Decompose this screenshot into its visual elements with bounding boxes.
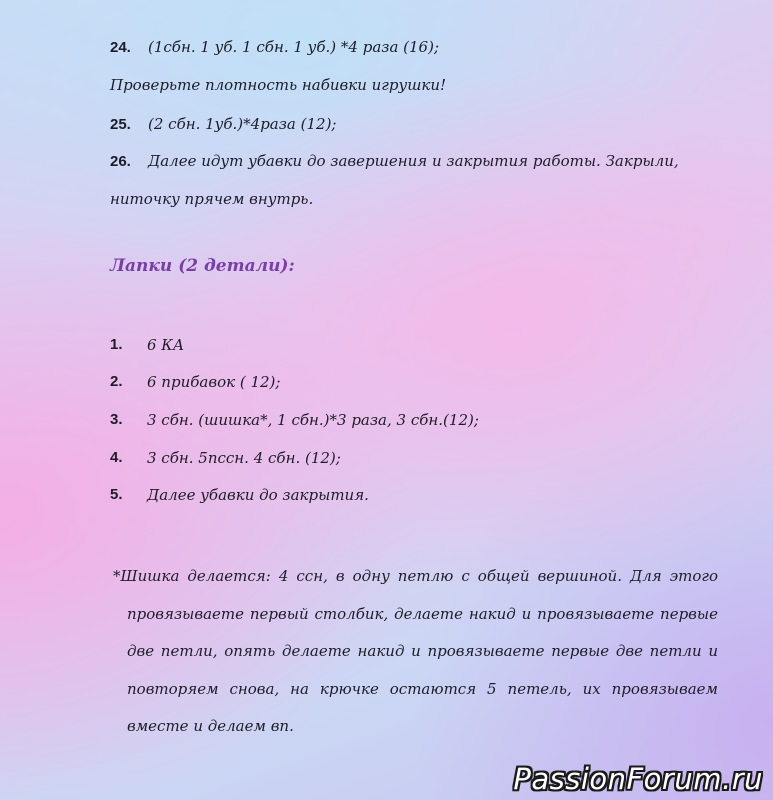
note-text: Проверьте плотность набивки игрушки! (110, 76, 447, 94)
step-text: 3 сбн. (шишка*, 1 сбн.)*3 раза, 3 сбн.(12); (147, 411, 479, 429)
step-number: 2. (110, 373, 123, 390)
step-26 (110, 152, 679, 170)
step-number: 4. (110, 449, 123, 466)
step-number: 5. (110, 486, 123, 503)
step-number: 25. (110, 116, 131, 133)
step-text: ниточку прячем внутрь. (110, 190, 314, 208)
step-text: (1сбн. 1 уб. 1 сбн. 1 уб.) *4 раза (16); (148, 38, 440, 56)
footnote-text: *Шишка делается: 4 ссн, в одну петлю с общей вершиной. Для этого провязываете первый столбик, делаете накид и провязываете первые две петли, опять делаете накид и провязываете первые две петли и повторяем снова, на крючке остаются 5 петель, их провязываем вместе и делаем вп. (113, 567, 718, 735)
step-text: Далее убавки до закрытия. (147, 486, 369, 504)
step-26-continuation (110, 190, 313, 208)
step-text: 6 прибавок ( 12); (147, 373, 281, 391)
step-number: 24. (110, 39, 131, 56)
step-number: 26. (110, 153, 131, 170)
site-watermark: PassionForum.ru (513, 762, 763, 796)
step-text: (2 сбн. 1уб.)*4раза (12); (148, 115, 337, 133)
stuffing-note (110, 76, 446, 94)
step-24 (110, 38, 439, 56)
step-text: Далее идут убавки до завершения и закрытия работы. Закрыли, (148, 152, 679, 170)
step-25 (110, 115, 336, 133)
section-heading: Лапки (2 детали): (110, 256, 295, 276)
step-text: 3 сбн. 5пссн. 4 сбн. (12); (147, 449, 341, 467)
step-number: 1. (110, 336, 123, 353)
step-text: 6 КА (147, 336, 185, 354)
step-number: 3. (110, 411, 123, 428)
footnote (110, 558, 718, 746)
